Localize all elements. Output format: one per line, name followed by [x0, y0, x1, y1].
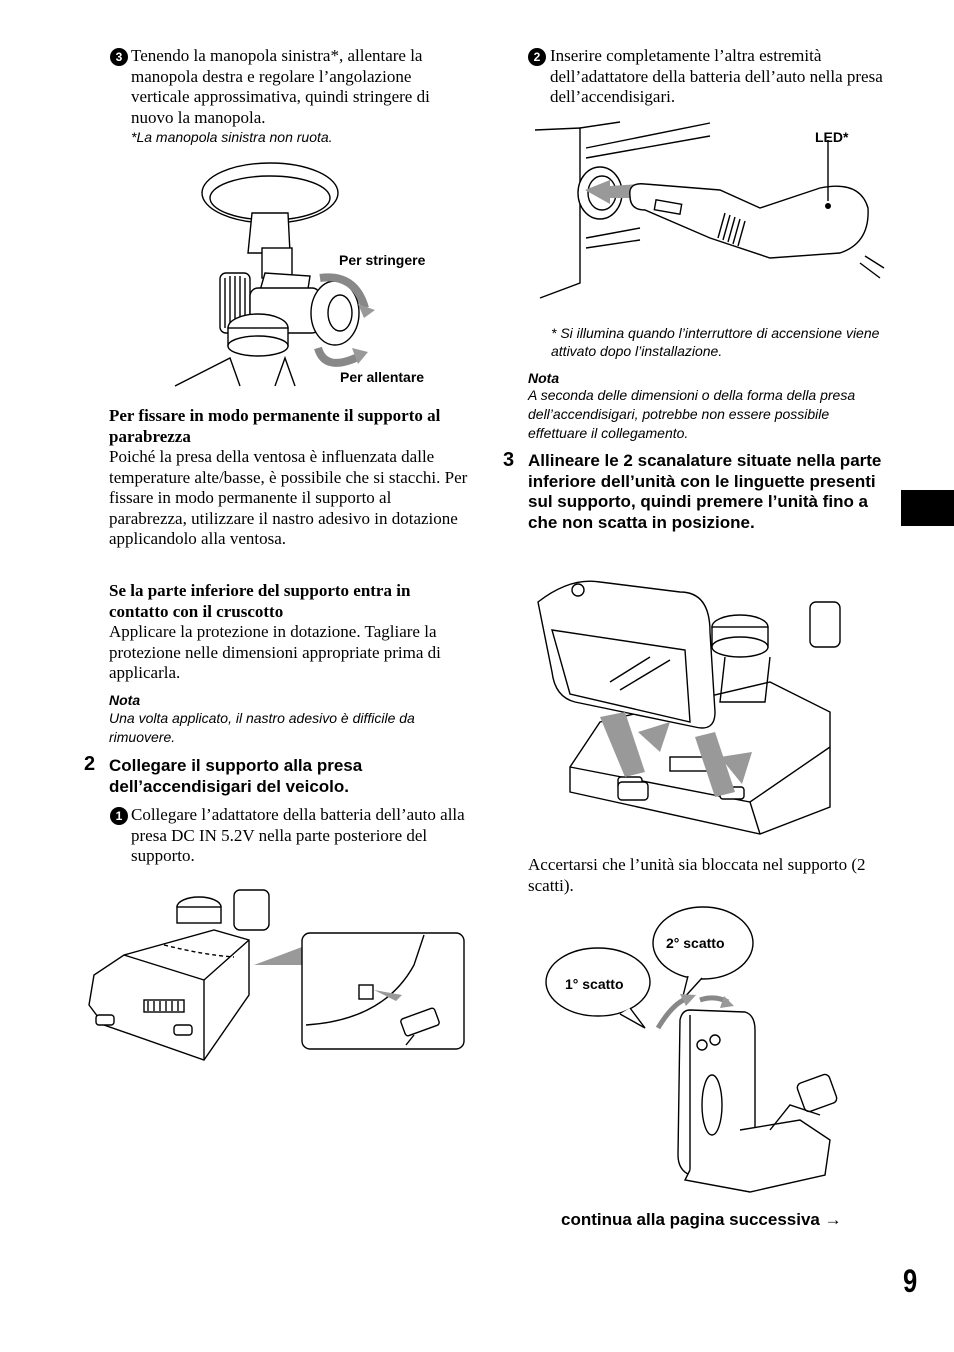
step-marker-1: 1 [110, 807, 128, 825]
bubble-second-click: 2° scatto [666, 935, 725, 951]
body-dashboard: Applicare la protezione in dotazione. Tagliare la protezione nelle dimensioni appropriate prima di applicarla. [109, 622, 441, 682]
step-3-heading: Allineare le 2 scanalature situate nella parte inferiore dell’unità con le linguette presenti sul supporto, quindi premere l’unità fino a che non scatta in posizione. [528, 451, 882, 532]
note-label-left: Nota [109, 692, 141, 708]
figure-lighter-socket [530, 118, 886, 303]
side-tab-marker [901, 490, 954, 526]
note-label-right: Nota [528, 370, 560, 386]
label-led: LED* [815, 129, 849, 145]
label-loosen: Per allentare [340, 369, 425, 385]
note-text-left: Una volta applicato, il nastro adesivo è difficile da rimuovere. [109, 710, 415, 745]
footnote-left-knob: *La manopola sinistra non ruota. [131, 129, 333, 145]
figure-unit-mount [530, 572, 850, 842]
continue-next-page: continua alla pagina successiva → [561, 1210, 842, 1229]
heading-dashboard: Se la parte inferiore del supporto entra in contatto con il cruscotto [109, 581, 411, 621]
step-2-2-text: Inserire completamente l’altra estremità dell’adattatore della batteria dell’auto nella presa dell’accendisigari. [550, 46, 883, 106]
footnote-led: * Si illumina quando l’interruttore di accensione viene attivato dopo l’installazione. [551, 325, 880, 359]
label-tighten: Per stringere [339, 252, 426, 268]
step-number-2: 2 [84, 753, 96, 775]
check-text: Accertarsi che l’unità sia bloccata nel supporto (2 scatti). [528, 855, 866, 895]
step-number-3: 3 [503, 449, 515, 471]
heading-permanent-fix: Per fissare in modo permanente il supporto al parabrezza [109, 406, 441, 446]
step-marker-2: 2 [528, 48, 546, 66]
page-number: 9 [903, 1263, 918, 1299]
figure-knob-adjust [170, 158, 470, 390]
step-2-1-text: Collegare l’adattatore della batteria dell’auto alla presa DC IN 5.2V nella parte posteriore del supporto. [131, 805, 465, 865]
bubble-first-click: 1° scatto [565, 976, 624, 992]
step-marker-3: 3 [110, 48, 128, 66]
note-text-right: A seconda delle dimensioni o della forma della presa dell’accendisigari, potrebbe non essere possibile effettuare il collegamento. [528, 387, 856, 441]
figure-dc-connect [84, 885, 468, 1065]
step-2-heading: Collegare il supporto alla presa dell’accendisigari del veicolo. [109, 756, 363, 796]
body-permanent-fix: Poiché la presa della ventosa è influenzata dalle temperature alte/basse, è possibile che si stacchi. Per fissare in modo permanente il supporto al parabrezza, utilizzare il nastro adesivo in dotazione applicandolo alla ventosa. [109, 447, 468, 548]
step-1-3-text: Tenendo la manopola sinistra*, allentare la manopola destra e regolare l’angolazione verticale approssimativa, quindi stringere di nuovo la manopola. [131, 46, 430, 127]
